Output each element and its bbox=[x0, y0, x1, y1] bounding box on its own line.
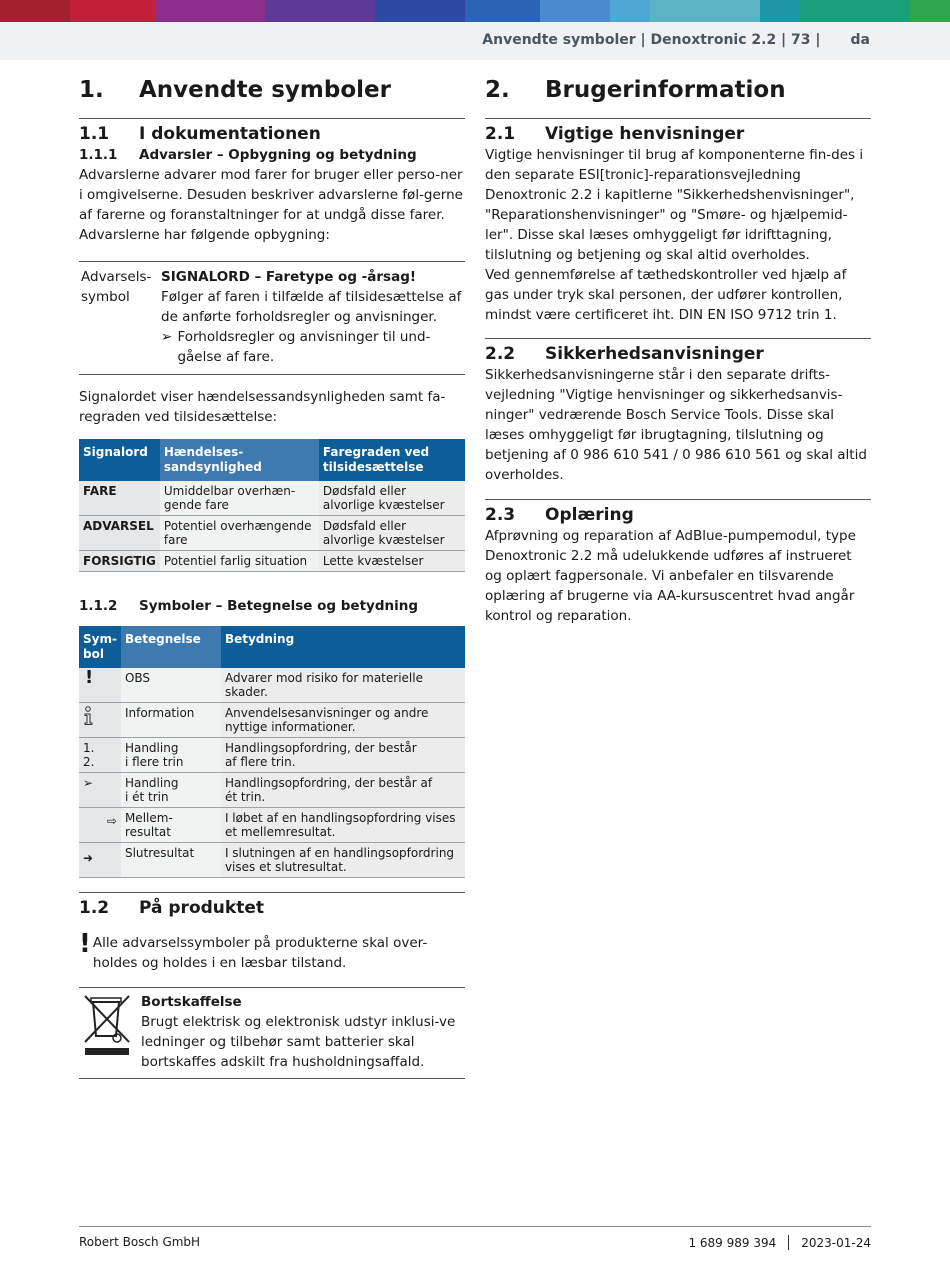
warning-structure-box bbox=[79, 261, 465, 375]
warning-symbol-label: Advarsels-symbol bbox=[81, 269, 152, 305]
disposal-title: Bortskaffelse bbox=[141, 994, 242, 1010]
outline-arrow-icon: ⇨ bbox=[79, 808, 121, 843]
right-arrow-icon: ➜ bbox=[79, 843, 121, 878]
table-row: ➜ Slutresultat I slutningen af en handlingsopfordring vises et slutresultat. bbox=[79, 843, 465, 878]
section-2-2-heading: 2.2 Sikkerhedsanvisninger bbox=[485, 344, 764, 364]
header-lang: da bbox=[850, 32, 870, 48]
header-title: Anvendte symboler | Denoxtronic 2.2 | 73 | bbox=[482, 32, 821, 48]
signal-intro: Signalordet viser hændelsessandsynligheden samt fa-regraden ved tilsidesættelse: bbox=[79, 389, 446, 425]
exclamation-icon: ! bbox=[79, 929, 91, 959]
table-header: Hændelses-sandsynlighed bbox=[160, 439, 319, 481]
section-2-3-body: Afprøvning og reparation af AdBlue-pumpemodul, type Denoxtronic 2.2 må udelukkende udføres af instrueret og oplært fagpersonale. Vi anbefaler en tilsvarende oplæring af brugerne via AA-kursuscentret hvad angår kontrol og reparation. bbox=[485, 528, 856, 624]
table-row: FORSIGTIG Potentiel farlig situation Lette kvæstelser bbox=[79, 551, 465, 572]
footer-date: 2023-01-24 bbox=[801, 1235, 871, 1250]
section-2-3-heading: 2.3 Oplæring bbox=[485, 505, 634, 525]
table-row: Information Anvendelsesanvisninger og andre nyttige informationer. bbox=[79, 703, 465, 738]
right-column bbox=[485, 74, 871, 626]
section-2-1-heading: 2.1 Vigtige henvisninger bbox=[485, 124, 745, 144]
crossed-bin-icon bbox=[79, 992, 141, 1072]
disposal-box bbox=[79, 987, 465, 1079]
running-header bbox=[482, 32, 870, 48]
table-row: ! OBS Advarer mod risiko for materielle skader. bbox=[79, 668, 465, 703]
left-column bbox=[79, 74, 465, 1079]
color-band bbox=[0, 0, 950, 22]
info-icon bbox=[79, 703, 121, 738]
section-1-1-heading: 1.1 I dokumentationen bbox=[79, 124, 321, 144]
footer-company: Robert Bosch GmbH bbox=[79, 1235, 201, 1249]
section-2-1-body: Vigtige henvisninger til brug af komponenterne fin-des i den separate ESI[tronic]-reparationsvejledning Denoxtronic 2.2 i kapitlerne "Sikkerhedshenvisninger", "Reparationshenvisninger" og "Smøre- og hjælpemid-ler". Disse skal læses omhyggeligt før idrifttagning, tilslutning og betjening og skal altid overholdes. bbox=[485, 147, 864, 263]
table-header: Signalord bbox=[79, 439, 160, 481]
section-1-heading: 1. Anvendte symboler bbox=[79, 77, 391, 103]
section-1-2-heading: 1.2 På produktet bbox=[79, 898, 264, 918]
disposal-text: Brugt elektrisk og elektronisk udstyr inklusi-ve ledninger og tilbehør samt batterier skal bortskaffes adskilt fra husholdningsaffald. bbox=[141, 1014, 456, 1070]
table-header: Sym-bol bbox=[79, 626, 121, 668]
exclamation-icon: ! bbox=[79, 668, 121, 703]
section-2-1-body-2: Ved gennemførelse af tæthedskontroller ved hjælp af gas under tryk skal personen, der udfører kontrollen, mindst være certificeret iht. DIN EN ISO 9712 trin 1. bbox=[485, 267, 847, 323]
footer-docnum: 1 689 989 394 bbox=[688, 1235, 777, 1250]
table-row: FARE Umiddelbar overhæn-gende fare Dødsfald eller alvorlige kvæstelser bbox=[79, 481, 465, 516]
warning-bullet: Forholdsregler og anvisninger til und-gåelse af fare. bbox=[177, 329, 431, 365]
section-1-1-1-heading: 1.1.1 Advarsler – Opbygning og betydning bbox=[79, 147, 417, 163]
footer-rule bbox=[79, 1226, 871, 1227]
signal-word-table bbox=[79, 439, 465, 572]
table-row: ➢ Handling i ét trin Handlingsopfordring, der består af ét trin. bbox=[79, 773, 465, 808]
table-header: Faregraden ved tilsidesættelse bbox=[319, 439, 465, 481]
table-row: ADVARSEL Potentiel overhængende fare Dødsfald eller alvorlige kvæstelser bbox=[79, 516, 465, 551]
table-header: Betydning bbox=[221, 626, 465, 668]
section-2-2-body: Sikkerhedsanvisningerne står i den separate drifts-vejledning "Vigtige henvisninger og sikkerhedsanvis-ninger" vedrærende Bosch Service Tools. Disse skal læses omhyggeligt før ibrugtagning, tilslutning og betjening af 0 986 610 541 / 0 986 610 561 og skal altid overholdes. bbox=[485, 367, 867, 483]
symbol-table bbox=[79, 626, 465, 878]
section-2-heading: 2. Brugerinformation bbox=[485, 77, 786, 103]
table-row: 1. 2. Handling i flere trin Handlingsopfordring, der består af flere trin. bbox=[79, 738, 465, 773]
arrowhead-icon: ➢ bbox=[79, 773, 121, 808]
warning-text: Følger af faren i tilfælde af tilsidesættelse af de anførte forholdsregler og anvisninger. bbox=[161, 289, 462, 325]
product-note: ! Alle advarselssymboler på produkterne skal over-holdes og holdes i en læsbar tilstand. bbox=[79, 929, 428, 971]
table-header: Betegnelse bbox=[121, 626, 221, 668]
table-row: ⇨ Mellem- resultat I løbet af en handlingsopfordring vises et mellemresultat. bbox=[79, 808, 465, 843]
footer-info bbox=[688, 1235, 871, 1250]
warning-title: SIGNALORD – Faretype og -årsag! bbox=[161, 269, 417, 285]
section-1-1-2-heading: 1.1.2 Symboler – Betegnelse og betydning bbox=[79, 598, 419, 614]
arrowhead-icon: ➢ bbox=[161, 329, 173, 345]
warnings-intro: Advarslerne advarer mod farer for bruger eller perso-ner i omgivelserne. Desuden beskriver advarslerne føl-gerne af farerne og foranstaltninger for at undgå disse farer. Advarslerne har følgende opbygning: bbox=[79, 167, 463, 243]
